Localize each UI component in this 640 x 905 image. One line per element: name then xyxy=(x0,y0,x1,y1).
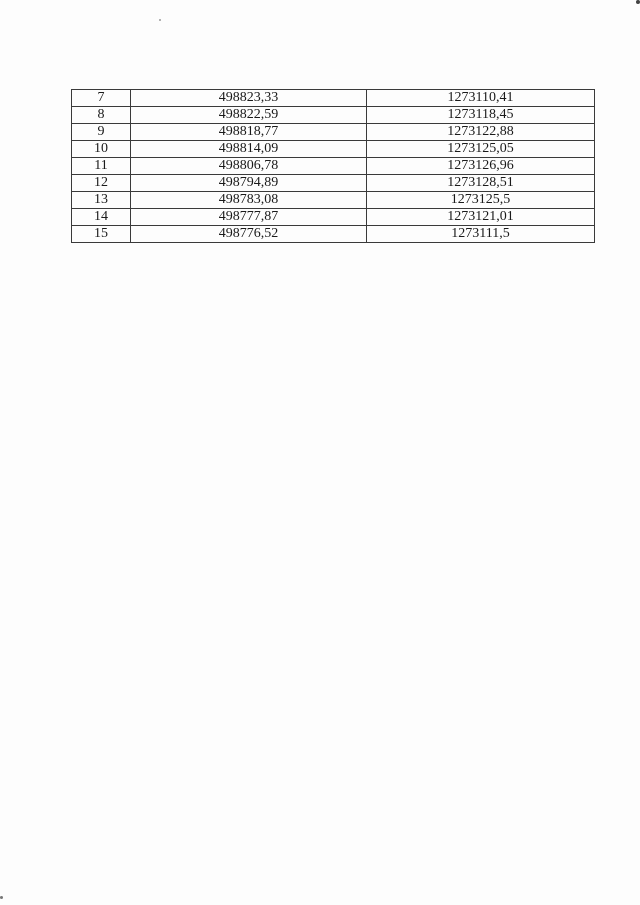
table-row xyxy=(72,175,595,192)
y-coordinate-cell: 1273125,05 xyxy=(367,141,595,158)
point-number-cell: 14 xyxy=(72,209,131,226)
point-number-cell: 12 xyxy=(72,175,131,192)
x-coordinate-cell: 498783,08 xyxy=(131,192,367,209)
table-row xyxy=(72,124,595,141)
y-coordinate-cell: 1273122,88 xyxy=(367,124,595,141)
table-row xyxy=(72,90,595,107)
y-coordinate-cell: 1273128,51 xyxy=(367,175,595,192)
point-number-cell: 8 xyxy=(72,107,131,124)
table-row xyxy=(72,158,595,175)
point-number-cell: 9 xyxy=(72,124,131,141)
x-coordinate-cell: 498794,89 xyxy=(131,175,367,192)
table-row xyxy=(72,226,595,243)
x-coordinate-cell: 498822,59 xyxy=(131,107,367,124)
coordinates-table xyxy=(71,89,595,243)
x-coordinate-cell: 498814,09 xyxy=(131,141,367,158)
x-coordinate-cell: 498777,87 xyxy=(131,209,367,226)
x-coordinate-cell: 498806,78 xyxy=(131,158,367,175)
y-coordinate-cell: 1273121,01 xyxy=(367,209,595,226)
x-coordinate-cell: 498776,52 xyxy=(131,226,367,243)
table-row xyxy=(72,107,595,124)
point-number-cell: 7 xyxy=(72,90,131,107)
scan-speck xyxy=(0,896,3,899)
point-number-cell: 10 xyxy=(72,141,131,158)
y-coordinate-cell: 1273111,5 xyxy=(367,226,595,243)
table-row xyxy=(72,141,595,158)
table-row xyxy=(72,192,595,209)
point-number-cell: 11 xyxy=(72,158,131,175)
point-number-cell: 15 xyxy=(72,226,131,243)
table-row xyxy=(72,209,595,226)
x-coordinate-cell: 498823,33 xyxy=(131,90,367,107)
scan-speck xyxy=(159,19,161,21)
y-coordinate-cell: 1273118,45 xyxy=(367,107,595,124)
scan-speck xyxy=(636,0,640,4)
y-coordinate-cell: 1273126,96 xyxy=(367,158,595,175)
x-coordinate-cell: 498818,77 xyxy=(131,124,367,141)
y-coordinate-cell: 1273125,5 xyxy=(367,192,595,209)
y-coordinate-cell: 1273110,41 xyxy=(367,90,595,107)
point-number-cell: 13 xyxy=(72,192,131,209)
